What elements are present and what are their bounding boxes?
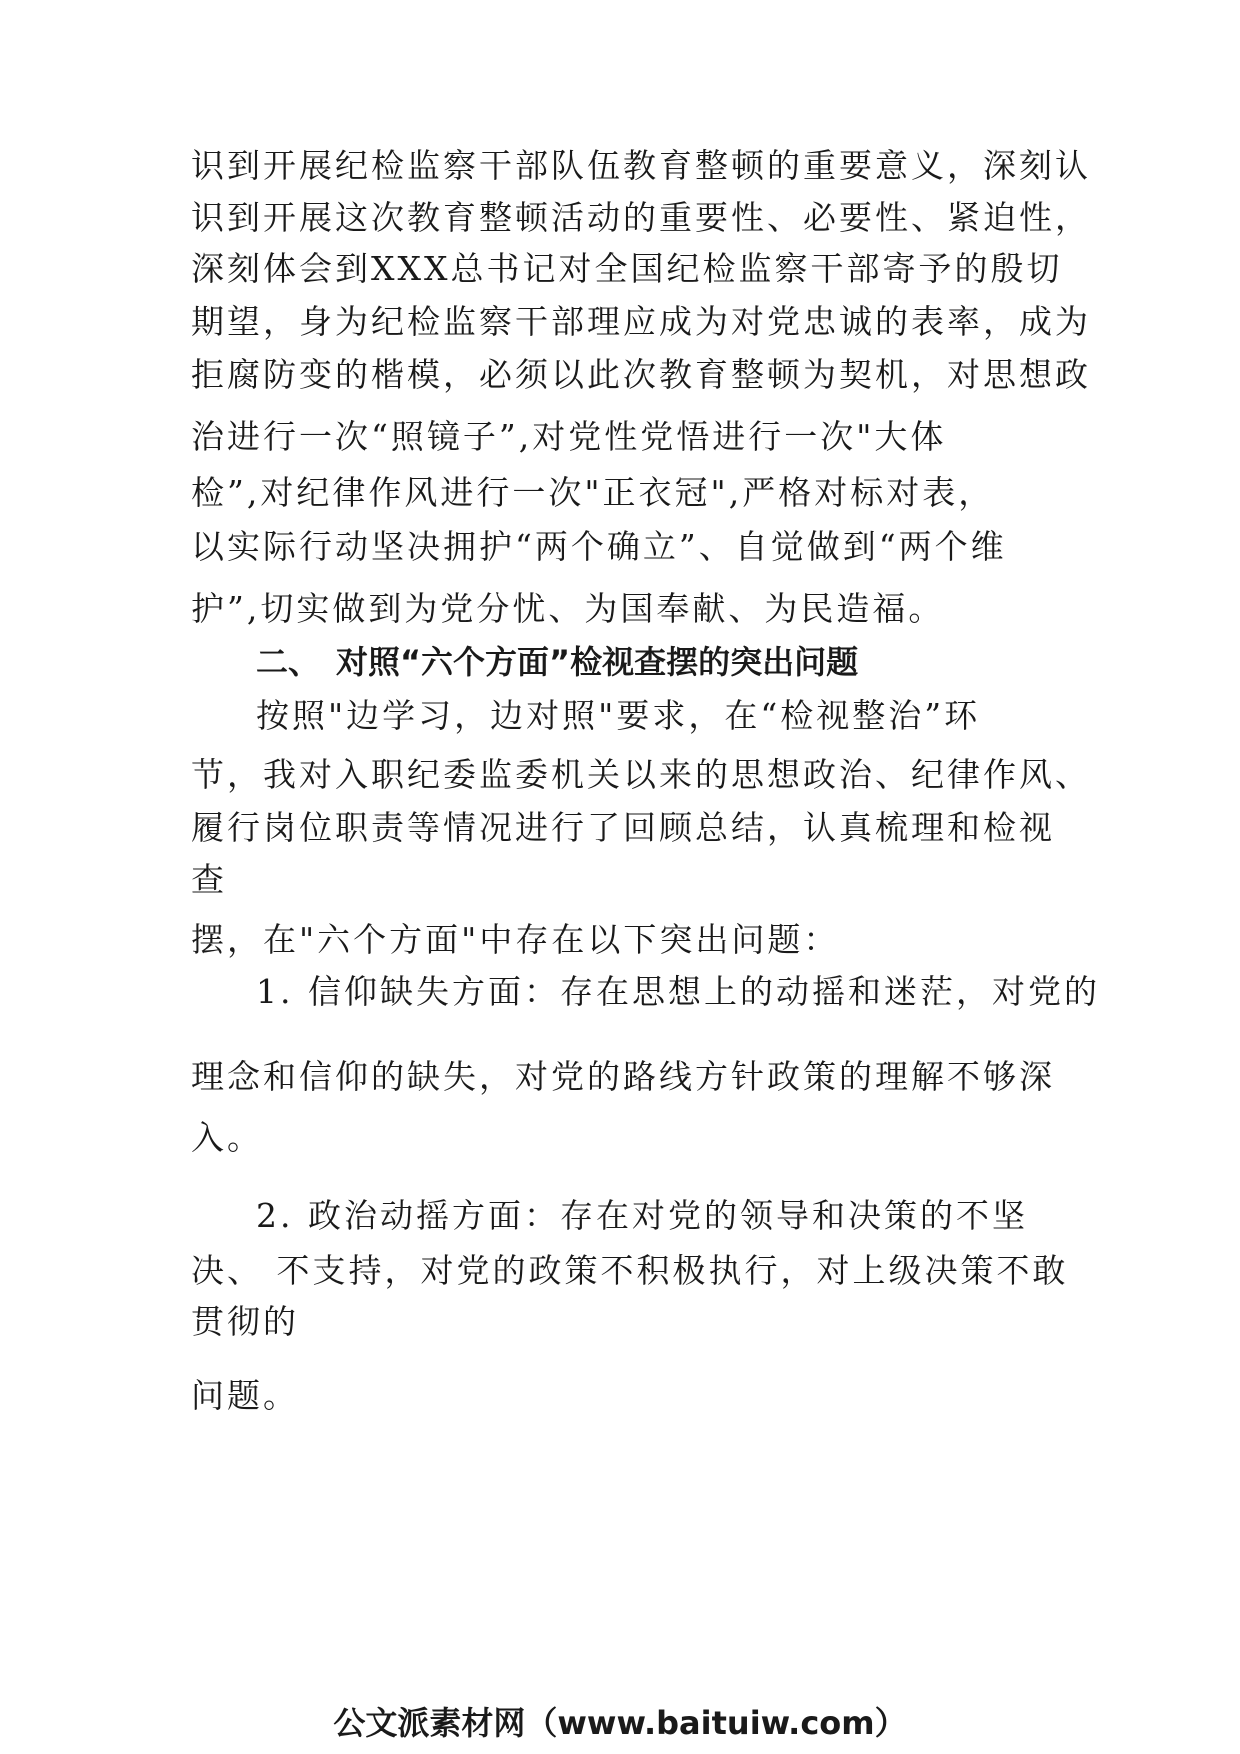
text-line: 期望，身为纪检监察干部理应成为对党忠诚的表率，成为 [191,302,1091,341]
text-line: 贯彻的 [191,1302,299,1341]
text-line: 识到开展这次教育整顿活动的重要性、必要性、紧迫性， [191,198,1091,237]
text-line: 以实际行动坚决拥护“两个确立”、自觉做到“两个维 [191,527,1007,566]
footer-source: 公文派素材网（www.baituiw.com） [333,1704,907,1742]
text-line: 检”,对纪律作风进行一次"正衣冠",严格对标对表， [191,473,995,512]
section-heading [256,642,858,682]
text-line: 按照"边学习，边对照"要求，在“检视整治”环 [256,696,981,735]
item-text: 信仰缺失方面：存在思想上的动摇和迷茫，对党的 [308,972,1100,1011]
text-line: 拒腐防变的楷模，必须以此次教育整顿为契机，对思想政 [191,355,1091,394]
text-line: 摆，在"六个方面"中存在以下突出问题： [191,920,840,959]
text-line: 识到开展纪检监察干部队伍教育整顿的重要意义，深刻认 [191,146,1091,185]
text-line: 深刻体会到XXX总书记对全国纪检监察干部寄予的殷切 [191,249,1063,288]
list-item-first-line [256,972,1100,1012]
item-number: 2. [256,1196,294,1235]
text-line: 决、 不支持，对党的政策不积极执行，对上级决策不敢 [191,1251,1069,1290]
text-line: 入。 [191,1118,263,1157]
text-line: 履行岗位职责等情况进行了回顾总结，认真梳理和检视 [191,808,1055,847]
text-line: 节，我对入职纪委监委机关以来的思想政治、纪律作风、 [191,755,1091,794]
text-line: 治进行一次“照镜子”,对党性党悟进行一次"大体 [191,417,947,456]
item-number: 1. [256,972,294,1011]
text-line: 理念和信仰的缺失，对党的路线方针政策的理解不够深 [191,1057,1055,1096]
section-number: 二、 [256,643,321,681]
list-item-first-line [256,1196,1028,1236]
text-line: 问题。 [191,1376,299,1415]
section-title: 对照“六个方面”检视查摆的突出问题 [336,643,859,681]
text-line: 护”,切实做到为党分忧、为国奉献、为民造福。 [191,589,945,628]
text-line: 查 [191,860,227,899]
item-text: 政治动摇方面：存在对党的领导和决策的不坚 [308,1196,1028,1235]
